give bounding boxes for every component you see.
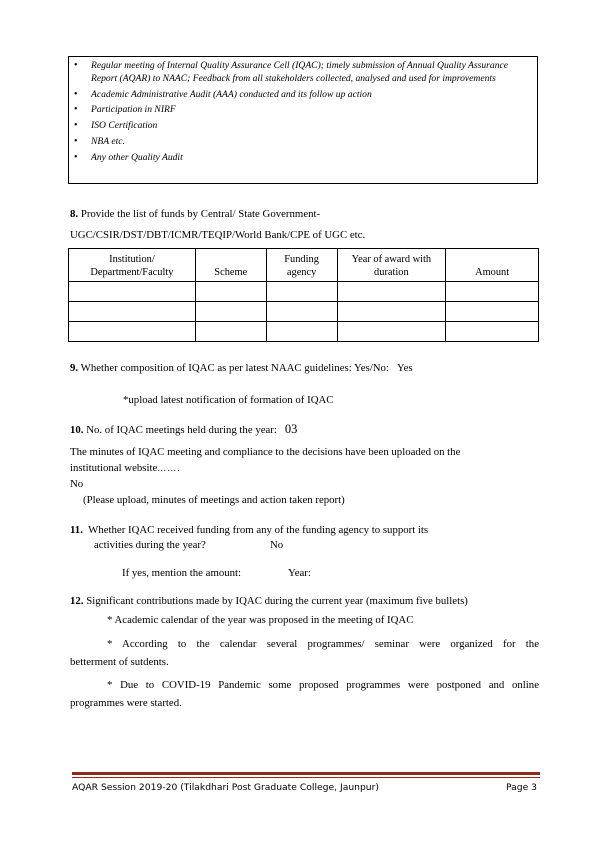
q12-bullet-3-cont: programmes were started.	[70, 697, 182, 709]
q8-number: 8.	[70, 208, 79, 220]
q12-bullet-1: * Academic calendar of the year was proposed in the meeting of IQAC	[107, 614, 414, 626]
table-cell	[337, 282, 446, 302]
q12-line	[70, 594, 468, 608]
footer-divider	[72, 772, 540, 775]
table-row	[69, 322, 539, 342]
table-header-row	[69, 249, 539, 282]
table-cell	[195, 282, 266, 302]
list-item: • Regular meeting of Internal Quality Assurance Cell (IQAC); timely submission of Annual Quality Assurance Report (AQAR) to NAAC; Feedback from all stakeholders collected, analysed and used for improvements	[69, 60, 537, 86]
table-cell	[69, 322, 196, 342]
q12-bullet-2-cont: betterment of sutdents.	[70, 656, 169, 668]
q9-line	[70, 361, 413, 375]
q11-line2: activities during the year?	[94, 539, 206, 551]
q10-dots: …….	[157, 463, 181, 473]
q11-year-label: Year:	[288, 567, 311, 579]
q10-minutes-line1: The minutes of IQAC meeting and compliance to the decisions have been uploaded on the	[70, 446, 461, 458]
table-cell	[266, 322, 337, 342]
q10-number: 10.	[70, 424, 84, 436]
q11-line1	[70, 523, 428, 537]
q10-upload-note: (Please upload, minutes of meetings and action taken report)	[83, 494, 345, 506]
list-item: • NBA etc.	[69, 136, 537, 149]
q10-answer: 03	[284, 422, 298, 436]
list-item: • ISO Certification	[69, 120, 537, 133]
footer-title: AQAR Session 2019-20 (Tilakdhari Post Graduate College, Jaunpur)	[72, 782, 379, 793]
q8-text: Provide the list of funds by Central/ State Government-	[80, 208, 321, 220]
q8-line1	[70, 207, 320, 221]
q11-text: Whether IQAC received funding from any of the funding agency to support its	[88, 524, 429, 536]
table-cell	[446, 302, 539, 322]
q12-bullet-2: * According to the calendar several programmes/ seminar were organized for the	[107, 638, 539, 650]
q9-note: *upload latest notification of formation of IQAC	[123, 394, 334, 406]
header-scheme: Scheme	[195, 249, 266, 282]
table-cell	[446, 322, 539, 342]
table-cell	[446, 282, 539, 302]
footer-divider-thin	[72, 777, 540, 778]
header-amount: Amount	[446, 249, 539, 282]
q10-minutes-line2	[70, 461, 181, 475]
q9-text: Whether composition of IQAC as per latest NAAC guidelines: Yes/No:	[80, 362, 389, 374]
page-number: Page 3	[506, 782, 538, 793]
header-funding-agency: Funding agency	[266, 249, 337, 282]
q9-number: 9.	[70, 362, 79, 374]
table-cell	[337, 322, 446, 342]
list-item: • Any other Quality Audit	[69, 152, 537, 165]
q12-number: 12.	[70, 595, 84, 607]
table-row	[69, 282, 539, 302]
table-cell	[266, 302, 337, 322]
quality-assurance-list	[69, 57, 537, 165]
table-cell	[266, 282, 337, 302]
q10-text: No. of IQAC meetings held during the year:	[86, 424, 277, 436]
q10-website-label: institutional website	[70, 462, 158, 474]
q10-line	[70, 422, 297, 437]
header-institution: Institution/ Department/Faculty	[69, 249, 196, 282]
q9-answer: Yes	[396, 362, 413, 374]
funds-table	[68, 248, 539, 342]
table-cell	[69, 302, 196, 322]
table-cell	[337, 302, 446, 322]
q10-minutes-answer: No	[70, 478, 84, 490]
table-row	[69, 302, 539, 322]
q11-answer: No	[270, 539, 284, 551]
q11-amount-label: If yes, mention the amount:	[122, 567, 242, 579]
table-cell	[195, 322, 266, 342]
q8-line2: UGC/CSIR/DST/DBT/ICMR/TEQIP/World Bank/CPE of UGC etc.	[70, 229, 366, 241]
q12-bullet-3: * Due to COVID-19 Pandemic some proposed programmes were postponed and online	[107, 679, 539, 691]
table-cell	[69, 282, 196, 302]
list-item: • Academic Administrative Audit (AAA) conducted and its follow up action	[69, 89, 537, 102]
list-item: • Participation in NIRF	[69, 104, 537, 117]
q12-text: Significant contributions made by IQAC during the current year (maximum five bullets)	[86, 595, 468, 607]
quality-assurance-list-box	[68, 56, 538, 184]
table-cell	[195, 302, 266, 322]
header-year-of-award: Year of award with duration	[337, 249, 446, 282]
q11-number: 11.	[70, 524, 83, 536]
